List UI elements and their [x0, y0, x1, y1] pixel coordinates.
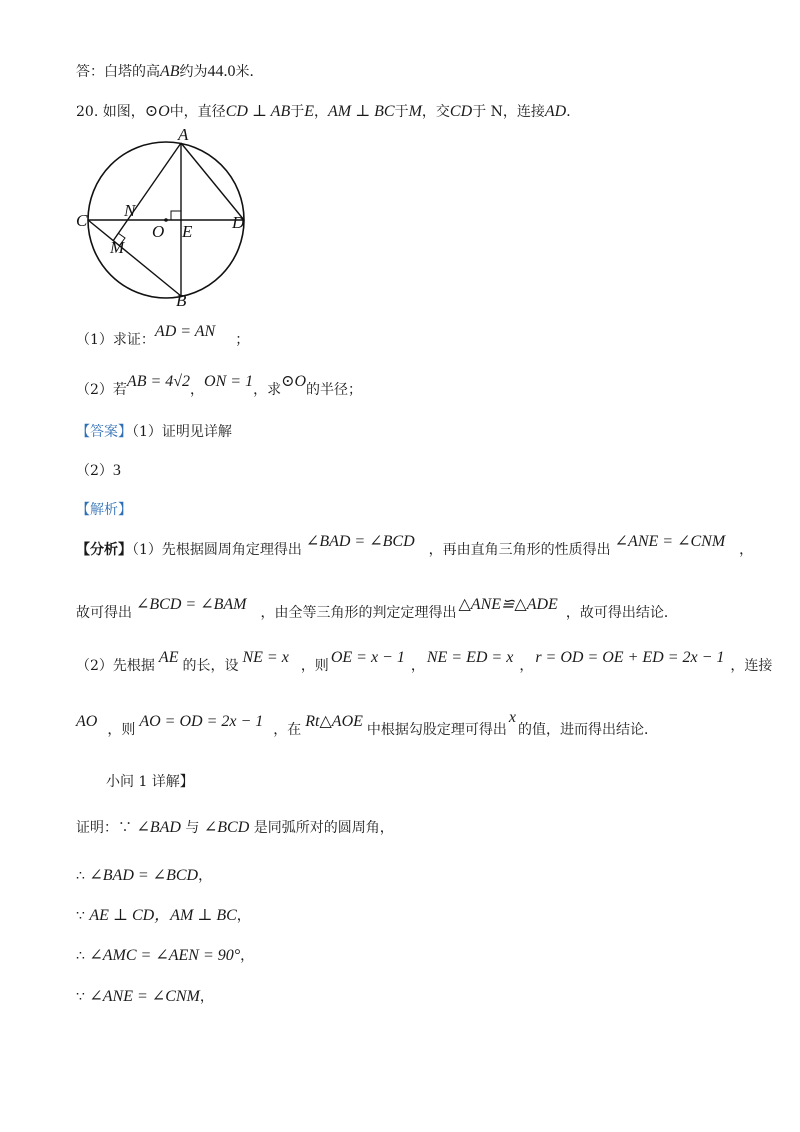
label-c: C [76, 211, 88, 230]
detail-heading: 小问 1 详解】 [106, 774, 194, 790]
label-m: M [110, 238, 125, 257]
part-2-question: （2）若AB = 4√2，ON = 1，求⊙O的半径； [76, 373, 363, 398]
label-a: A [178, 125, 189, 144]
proof-line-5: ∵ ∠ANE = ∠CNM， [76, 988, 214, 1005]
fenxi-line-2: 故可得出 ∠BCD = ∠BAM ，由全等三角形的判定定理得出 △ANE≌△ADE ，故可得出结论． [76, 596, 678, 621]
question-20-stem: 20. 如图，⊙O中，直径CD ⊥ AB于E，AM ⊥ BC于M，交CD于 N，连接AD． [76, 103, 581, 120]
proof-line-4: ∴ ∠AMC = ∠AEN = 90°， [76, 947, 255, 964]
proof-line-1: 证明：∵ ∠BAD 与 ∠BCD 是同弧所对的圆周角， [76, 819, 394, 836]
fenxi-line-1: 【分析】（1）先根据圆周角定理得出 ∠BAD = ∠BCD ，再由直角三角形的性质得出 ∠ANE = ∠CNM ， [76, 533, 754, 558]
answer-19-line: 答：白塔的高AB约为44.0米． [76, 63, 264, 80]
label-o: O [152, 222, 165, 241]
part-1-question: （1）求证：AD = AN ； [76, 323, 250, 348]
fenxi2-line-1: （2）先根据 AE 的长，设 NE = x ，则 OE = x − 1 ， NE = ED = x ， r = OD = OE + ED = 2x − 1 ，连接 [76, 649, 773, 674]
center-point [164, 218, 168, 222]
answer-line-2: （2）3 [76, 462, 121, 479]
proof-line-2: ∴ ∠BAD = ∠BCD， [76, 867, 213, 884]
segment-cb [88, 220, 181, 296]
geometry-figure [76, 125, 270, 310]
fenxi2-line-2: AO ，则 AO = OD = 2x − 1 ，在 Rt△AOE 中根据勾股定理可得出x的值，进而得出结论． [76, 709, 658, 738]
circle-diagram [76, 125, 270, 310]
segment-am [113, 143, 181, 241]
right-angle-e [171, 211, 181, 220]
proof-line-3: ∵ AE ⊥ CD，AM ⊥ BC， [76, 907, 251, 924]
label-b: B [176, 291, 187, 310]
label-n: N [124, 201, 136, 220]
label-d: D [232, 213, 245, 232]
analysis-tag: 【解析】 [76, 502, 132, 518]
answer-line-1: 【答案】（1）证明见详解 [76, 424, 232, 440]
label-e: E [182, 222, 193, 241]
